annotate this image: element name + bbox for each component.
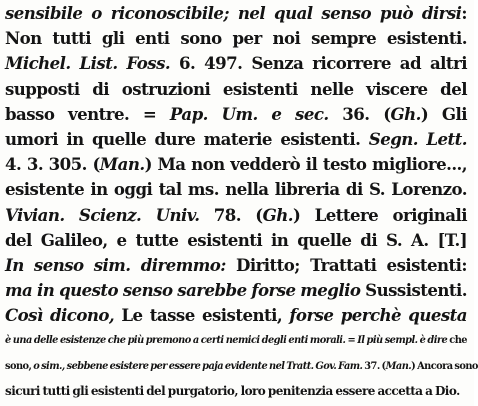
- italic-text-run: Pap. Um. e sec.: [169, 103, 329, 124]
- italic-text-run: Man.: [99, 154, 145, 175]
- text-line: [5, 51, 467, 76]
- italic-text-run: Vivian. Scienz. Univ.: [5, 204, 200, 225]
- roman-text-run: ) Ma non vedderò il testo migliore...,: [144, 154, 467, 175]
- text-line: [5, 152, 467, 177]
- roman-text-run: =: [345, 335, 358, 347]
- roman-text-run: 6. 497. Senza ricorrere ad altri: [170, 53, 467, 74]
- roman-text-run: Sussistenti.: [360, 280, 467, 301]
- roman-text-run: Diritto; Trattati esistenti:: [225, 254, 467, 275]
- roman-text-run: del Galileo, e tutte esistenti in quelle di S. A. [T.]: [5, 229, 467, 250]
- roman-text-run: esistente in oggi tal ms. nella libreria di S. Lorenzo.: [5, 179, 467, 200]
- italic-text-run: o sim., sebbene esistere per essere paja evidente nel Tratt. Gov. Fam.: [33, 360, 363, 372]
- italic-text-run: ma in questo senso sarebbe forse meglio: [5, 280, 361, 301]
- italic-text-run: In senso sim. diremmo:: [5, 254, 226, 275]
- italic-text-run: è una delle esistenze che più premono a certi nemici degli enti morali.: [5, 335, 346, 347]
- roman-text-run: 37. (: [362, 360, 386, 372]
- roman-text-run: Non tutti gli enti sono per noi sempre esistenti.: [5, 28, 467, 49]
- italic-text-run: Michel. List. Foss.: [5, 53, 171, 74]
- roman-text-run: :: [461, 3, 467, 23]
- text-line: [5, 328, 467, 353]
- roman-text-run: ) Lettere originali: [293, 204, 468, 225]
- roman-text-run: ) Ancora sono: [411, 360, 478, 372]
- text-line: [5, 303, 467, 328]
- roman-text-run: ) Gli: [420, 103, 467, 124]
- text-line: [5, 203, 467, 228]
- roman-text-run: basso ventre. =: [5, 103, 170, 124]
- roman-text-run: 78. (: [199, 204, 263, 225]
- italic-text-run: Così dicono,: [5, 305, 115, 326]
- roman-text-run: umori in quelle dure materie esistenti.: [5, 128, 369, 149]
- roman-text-run: 4. 3. 305. (: [5, 154, 100, 175]
- text-line: [5, 253, 467, 278]
- text-line: [5, 127, 467, 152]
- text-line: [5, 177, 467, 202]
- text-line: [5, 77, 467, 102]
- italic-text-run: Il più sempl. è dire: [357, 335, 448, 347]
- italic-text-run: Segn. Lett.: [368, 128, 467, 149]
- dictionary-entry-text: [5, 1, 478, 404]
- text-line: [5, 1, 467, 26]
- italic-text-run: Man.: [385, 360, 412, 372]
- roman-text-run: che: [447, 335, 467, 347]
- roman-text-run: sicuri tutti gli esistenti del purgatorio, loro penitenzia essere accetta a Dio.: [5, 383, 460, 398]
- text-line: [5, 354, 478, 379]
- text-line: [5, 26, 467, 51]
- text-line: [5, 379, 467, 404]
- roman-text-run: Le tasse esistenti,: [114, 305, 290, 326]
- italic-text-run: Gh.: [262, 204, 293, 225]
- text-line: [5, 102, 467, 127]
- roman-text-run: sono,: [5, 360, 34, 372]
- text-line: [5, 228, 467, 253]
- roman-text-run: supposti di ostruzioni esistenti nelle viscere del: [5, 78, 467, 99]
- roman-text-run: 36. (: [328, 103, 391, 124]
- italic-text-run: forse perchè questa: [289, 305, 467, 326]
- italic-text-run: Gh.: [390, 103, 421, 124]
- italic-text-run: sensibile o riconoscibile; nel qual senso può dirsi: [5, 3, 462, 23]
- text-line: [5, 278, 467, 303]
